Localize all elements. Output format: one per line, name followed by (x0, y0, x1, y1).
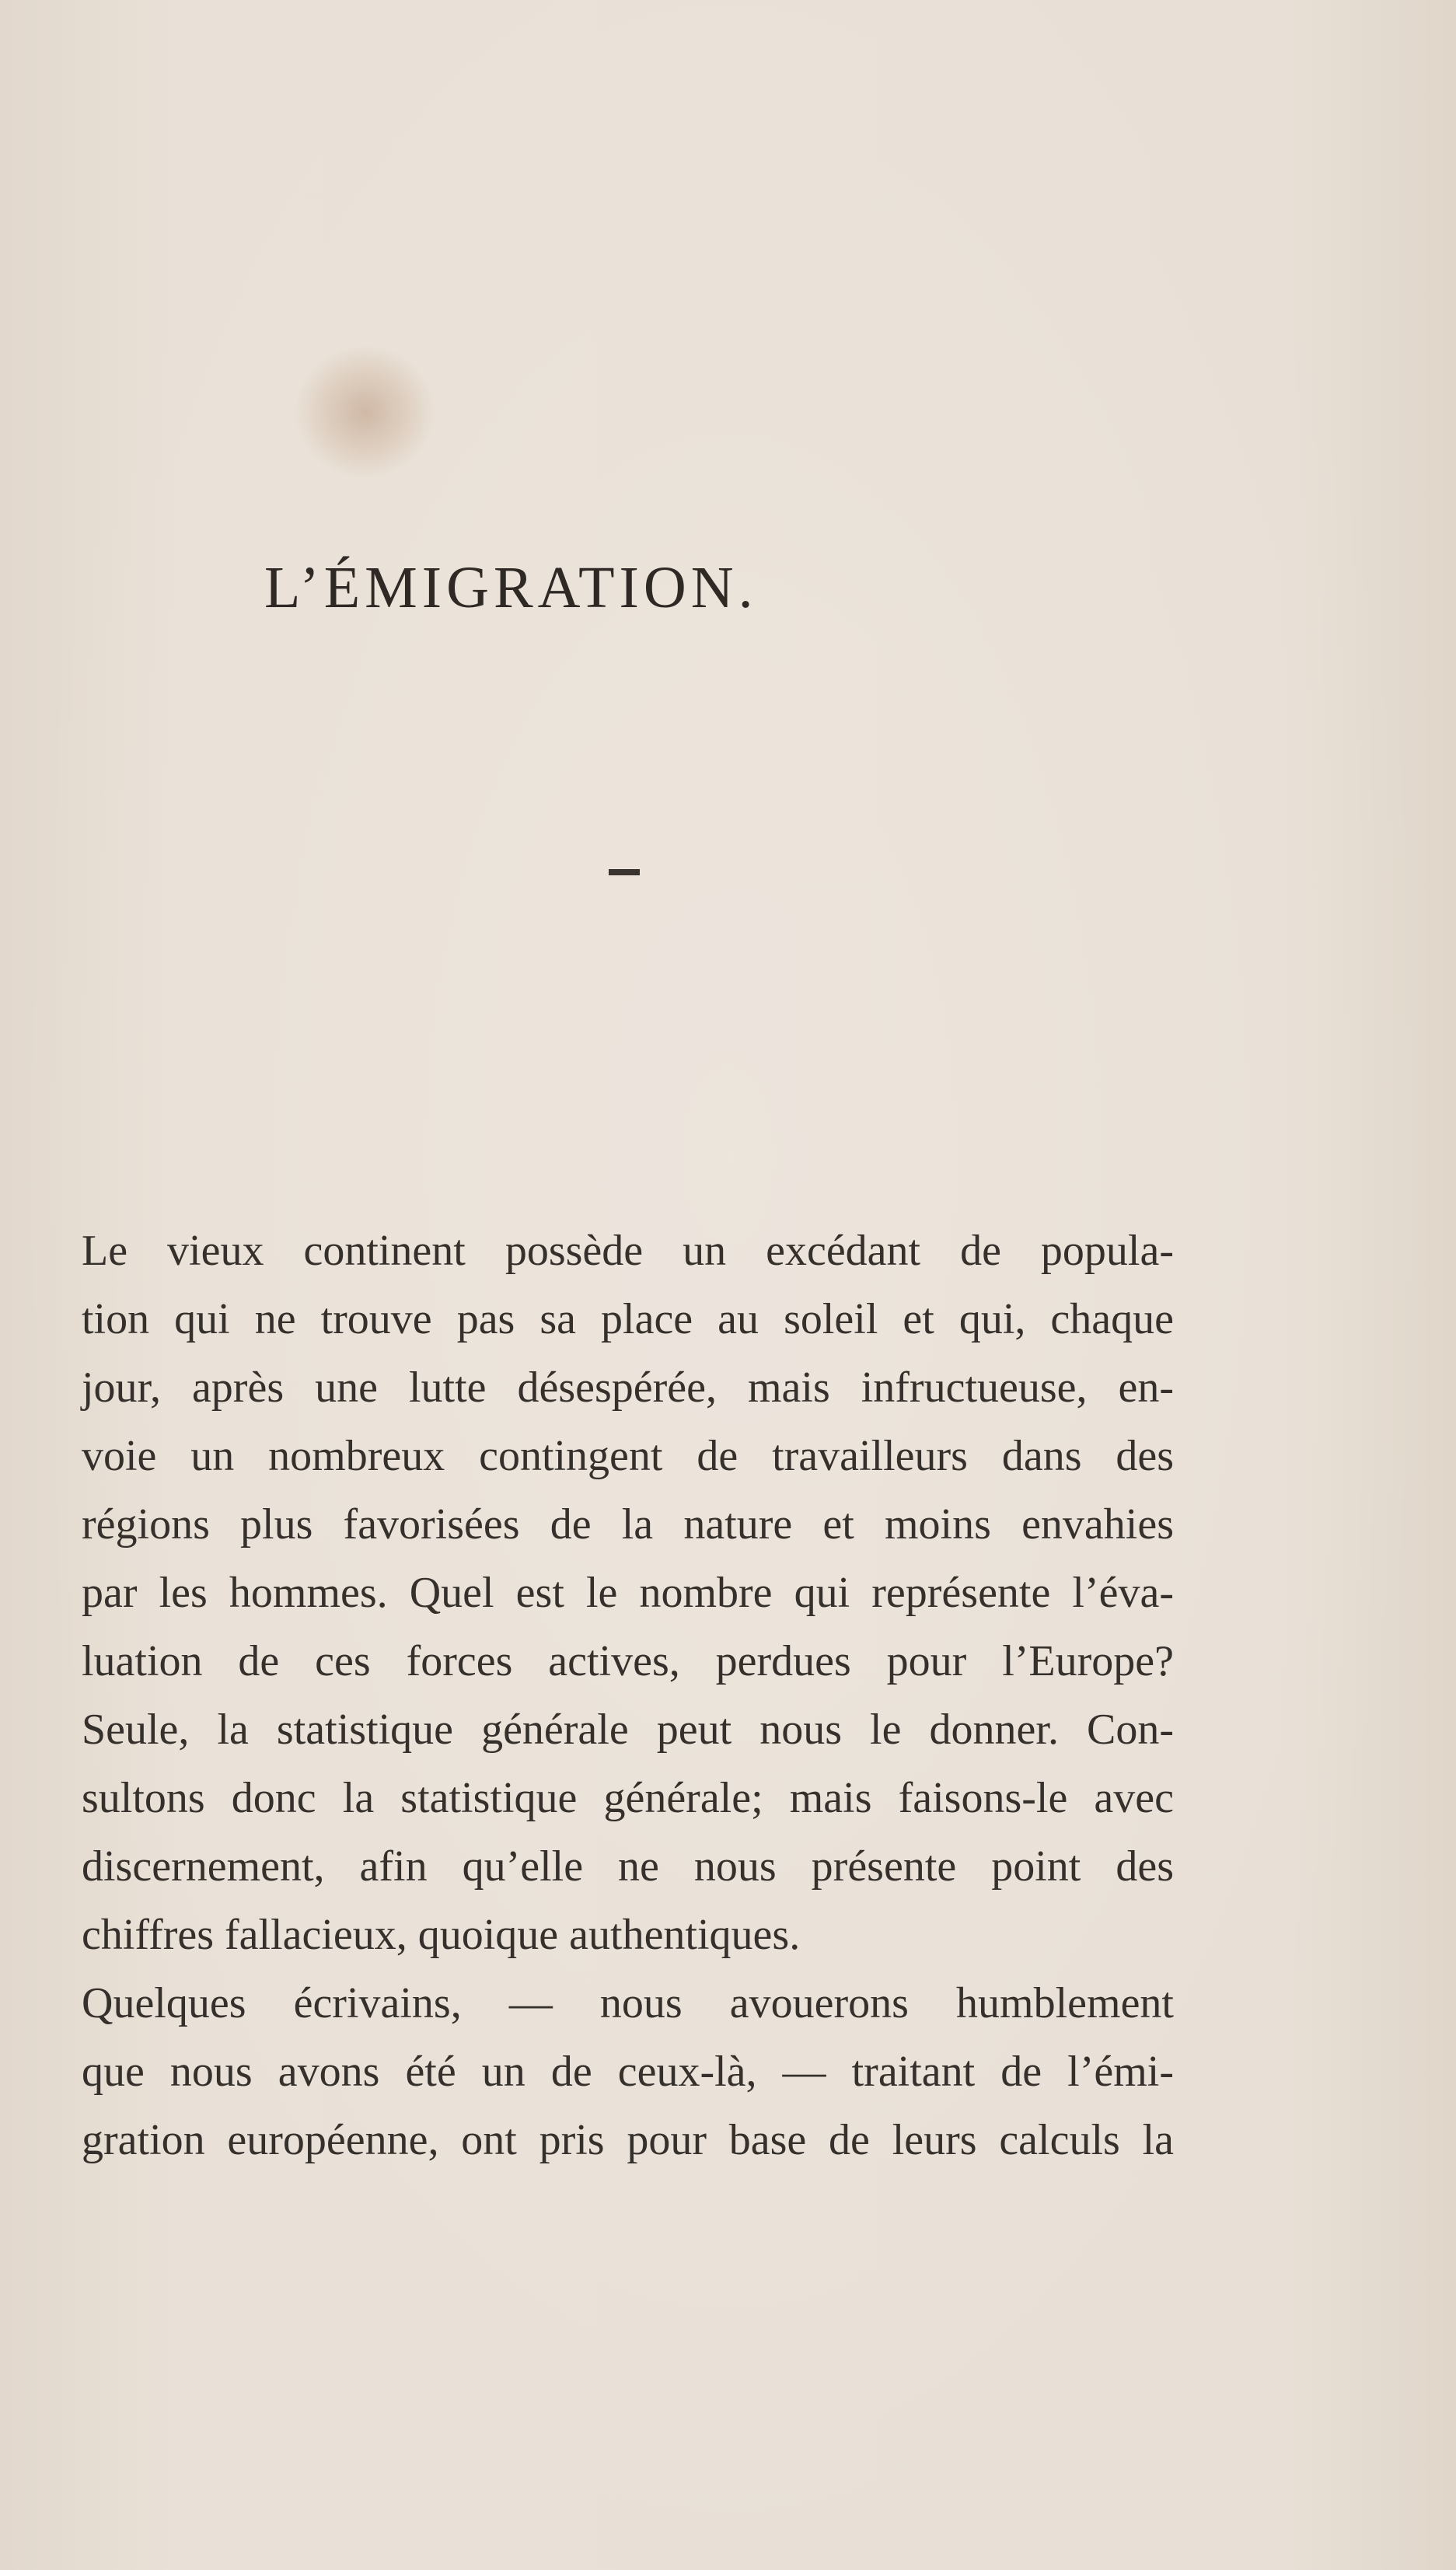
text-line: que nous avons été un de ceux-là, — traitant de l’émi- (82, 2048, 1174, 2096)
body-text (82, 1217, 1174, 2174)
paragraph-2 (82, 1969, 1174, 2174)
title-divider (609, 869, 640, 875)
text-line: discernement, afin qu’elle ne nous présente point des (82, 1842, 1174, 1891)
text-line: par les hommes. Quel est le nombre qui représente l’éva- (82, 1569, 1174, 1617)
paragraph-1 (82, 1217, 1174, 1969)
text-line: Seule, la statistique générale peut nous le donner. Con- (82, 1706, 1174, 1754)
text-line: voie un nombreux contingent de travailleurs dans des (82, 1432, 1174, 1480)
text-line: luation de ces forces actives, perdues pour l’Europe? (82, 1637, 1174, 1685)
text-line: gration européenne, ont pris pour base de leurs calculs la (82, 2116, 1174, 2164)
text-line: Le vieux continent possède un excédant de popula- (82, 1227, 1174, 1275)
text-line: régions plus favorisées de la nature et moins envahies (82, 1500, 1174, 1549)
paper-stain (295, 346, 435, 478)
text-line: sultons donc la statistique générale; mais faisons-le avec (82, 1774, 1174, 1822)
text-line: Quelques écrivains, — nous avouerons humblement (82, 1979, 1174, 2027)
text-line: tion qui ne trouve pas sa place au soleil et qui, chaque (82, 1295, 1174, 1343)
text-line: jour, après une lutte désespérée, mais infructueuse, en- (82, 1364, 1174, 1412)
text-line: chiffres fallacieux, quoique authentiques. (82, 1911, 801, 1959)
chapter-title: L’ÉMIGRATION. (264, 555, 758, 620)
